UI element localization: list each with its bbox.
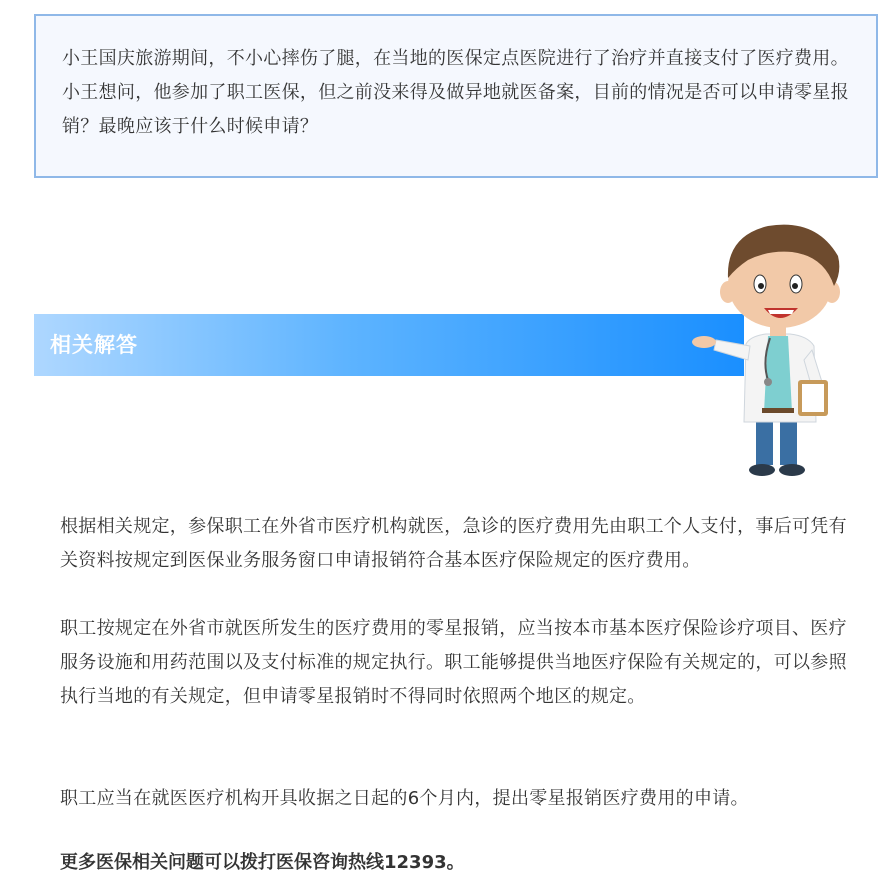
answer-paragraph: 职工按规定在外省市就医所发生的医疗费用的零星报销，应当按本市基本医疗保险诊疗项目、医疗服务设施和用药范围以及支付标准的规定执行。职工能够提供当地医疗保险有关规定的，可以参照执行当地的有关规定，但申请零星报销时不得同时依照两个地区的规定。 bbox=[60, 618, 847, 707]
question-card bbox=[34, 14, 878, 178]
answer-paragraph: 根据相关规定，参保职工在外省市医疗机构就医，急诊的医疗费用先由职工个人支付，事后可凭有关资料按规定到医保业务服务窗口申请报销符合基本医疗保险规定的医疗费用。 bbox=[60, 516, 847, 571]
answer-section-header bbox=[34, 314, 744, 376]
hotline-note: 更多医保相关问题可以拨打医保咨询热线12393。 bbox=[60, 852, 465, 873]
answer-title: 相关解答 bbox=[50, 333, 138, 357]
doctor-cartoon-icon bbox=[688, 212, 848, 478]
question-text: 小王国庆旅游期间，不小心摔伤了腿，在当地的医保定点医院进行了治疗并直接支付了医疗费用。小王想问，他参加了职工医保，但之前没来得及做异地就医备案，目前的情况是否可以申请零星报销？最晚应该于什么时候申请？ bbox=[62, 48, 849, 137]
answer-paragraph: 职工应当在就医医疗机构开具收据之日起的6个月内，提出零星报销医疗费用的申请。 bbox=[60, 788, 749, 809]
